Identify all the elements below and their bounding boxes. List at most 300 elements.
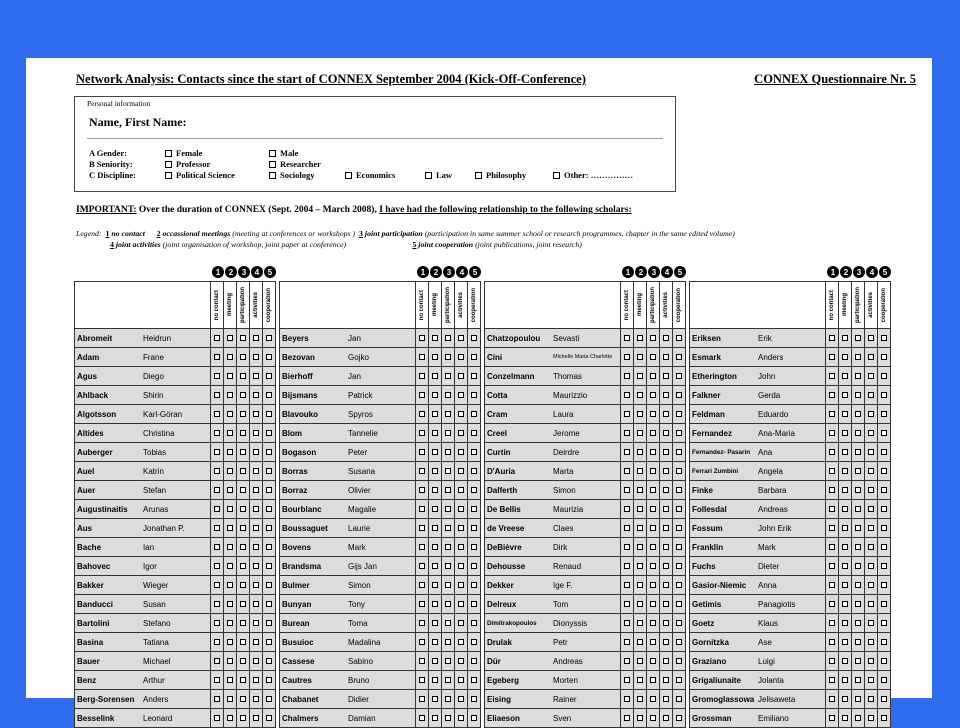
relationship-checkbox[interactable] [471,525,477,531]
relationship-checkbox[interactable] [868,392,874,398]
relationship-checkbox-cell[interactable] [647,367,660,386]
relationship-checkbox-cell[interactable] [468,595,481,614]
relationship-checkbox[interactable] [868,449,874,455]
relationship-checkbox[interactable] [419,354,425,360]
relationship-checkbox-cell[interactable] [852,500,865,519]
relationship-checkbox-cell[interactable] [429,576,442,595]
relationship-checkbox-cell[interactable] [878,709,891,728]
relationship-checkbox[interactable] [829,468,835,474]
relationship-checkbox-cell[interactable] [852,386,865,405]
relationship-checkbox-cell[interactable] [826,538,839,557]
relationship-checkbox-cell[interactable] [429,443,442,462]
relationship-checkbox-cell[interactable] [839,671,852,690]
relationship-checkbox[interactable] [253,392,259,398]
relationship-checkbox-cell[interactable] [455,348,468,367]
relationship-checkbox-cell[interactable] [621,709,634,728]
relationship-checkbox-cell[interactable] [660,329,673,348]
relationship-checkbox[interactable] [637,468,643,474]
relationship-checkbox-cell[interactable] [250,519,263,538]
relationship-checkbox-cell[interactable] [429,405,442,424]
relationship-checkbox[interactable] [637,658,643,664]
relationship-checkbox-cell[interactable] [865,367,878,386]
relationship-checkbox[interactable] [829,335,835,341]
relationship-checkbox-cell[interactable] [416,348,429,367]
relationship-checkbox[interactable] [214,677,220,683]
relationship-checkbox-cell[interactable] [442,405,455,424]
relationship-checkbox-cell[interactable] [429,329,442,348]
relationship-checkbox[interactable] [253,525,259,531]
relationship-checkbox[interactable] [266,373,272,379]
relationship-checkbox-cell[interactable] [660,386,673,405]
male-checkbox[interactable] [269,150,276,157]
relationship-checkbox-cell[interactable] [211,633,224,652]
relationship-checkbox-cell[interactable] [852,557,865,576]
relationship-checkbox[interactable] [855,639,861,645]
relationship-checkbox[interactable] [445,563,451,569]
relationship-checkbox[interactable] [663,696,669,702]
relationship-checkbox[interactable] [842,715,848,721]
relationship-checkbox[interactable] [266,677,272,683]
relationship-checkbox[interactable] [676,506,682,512]
relationship-checkbox[interactable] [471,392,477,398]
relationship-checkbox-cell[interactable] [660,481,673,500]
relationship-checkbox-cell[interactable] [634,348,647,367]
relationship-checkbox-cell[interactable] [237,443,250,462]
relationship-checkbox-cell[interactable] [211,519,224,538]
relationship-checkbox-cell[interactable] [621,538,634,557]
relationship-checkbox[interactable] [855,487,861,493]
relationship-checkbox-cell[interactable] [429,519,442,538]
relationship-checkbox-cell[interactable] [878,443,891,462]
relationship-checkbox[interactable] [227,411,233,417]
relationship-checkbox-cell[interactable] [826,671,839,690]
relationship-checkbox-cell[interactable] [839,500,852,519]
other-option[interactable]: Other: …………… [553,170,633,180]
relationship-checkbox-cell[interactable] [647,348,660,367]
relationship-checkbox-cell[interactable] [647,576,660,595]
relationship-checkbox[interactable] [253,715,259,721]
relationship-checkbox[interactable] [842,487,848,493]
relationship-checkbox[interactable] [855,354,861,360]
relationship-checkbox-cell[interactable] [660,443,673,462]
relationship-checkbox-cell[interactable] [852,462,865,481]
relationship-checkbox-cell[interactable] [839,424,852,443]
relationship-checkbox-cell[interactable] [839,348,852,367]
relationship-checkbox-cell[interactable] [647,671,660,690]
relationship-checkbox-cell[interactable] [416,462,429,481]
relationship-checkbox[interactable] [624,582,630,588]
relationship-checkbox[interactable] [829,487,835,493]
relationship-checkbox-cell[interactable] [211,386,224,405]
relationship-checkbox[interactable] [240,620,246,626]
relationship-checkbox-cell[interactable] [839,386,852,405]
relationship-checkbox[interactable] [214,411,220,417]
relationship-checkbox[interactable] [445,373,451,379]
relationship-checkbox-cell[interactable] [878,424,891,443]
relationship-checkbox-cell[interactable] [468,519,481,538]
relationship-checkbox-cell[interactable] [878,462,891,481]
relationship-checkbox-cell[interactable] [660,652,673,671]
relationship-checkbox[interactable] [240,354,246,360]
relationship-checkbox-cell[interactable] [621,557,634,576]
relationship-checkbox-cell[interactable] [839,652,852,671]
relationship-checkbox-cell[interactable] [621,443,634,462]
relationship-checkbox-cell[interactable] [634,538,647,557]
relationship-checkbox[interactable] [266,354,272,360]
relationship-checkbox[interactable] [624,677,630,683]
relationship-checkbox[interactable] [266,449,272,455]
relationship-checkbox-cell[interactable] [673,500,686,519]
relationship-checkbox[interactable] [650,373,656,379]
relationship-checkbox[interactable] [829,696,835,702]
relationship-checkbox-cell[interactable] [416,652,429,671]
relationship-checkbox[interactable] [253,468,259,474]
professor-checkbox[interactable] [165,161,172,168]
relationship-checkbox-cell[interactable] [455,405,468,424]
relationship-checkbox[interactable] [881,696,887,702]
relationship-checkbox-cell[interactable] [250,443,263,462]
relationship-checkbox[interactable] [881,487,887,493]
relationship-checkbox[interactable] [253,563,259,569]
relationship-checkbox[interactable] [471,373,477,379]
relationship-checkbox-cell[interactable] [673,348,686,367]
relationship-checkbox-cell[interactable] [878,386,891,405]
relationship-checkbox-cell[interactable] [647,481,660,500]
relationship-checkbox-cell[interactable] [237,690,250,709]
relationship-checkbox[interactable] [240,468,246,474]
female-option[interactable]: Female [165,148,202,158]
relationship-checkbox-cell[interactable] [660,595,673,614]
relationship-checkbox[interactable] [663,563,669,569]
relationship-checkbox-cell[interactable] [660,538,673,557]
relationship-checkbox-cell[interactable] [237,709,250,728]
relationship-checkbox-cell[interactable] [429,709,442,728]
relationship-checkbox[interactable] [266,601,272,607]
relationship-checkbox[interactable] [676,430,682,436]
relationship-checkbox-cell[interactable] [224,614,237,633]
relationship-checkbox-cell[interactable] [442,538,455,557]
relationship-checkbox-cell[interactable] [878,348,891,367]
relationship-checkbox[interactable] [868,335,874,341]
relationship-checkbox-cell[interactable] [455,462,468,481]
relationship-checkbox[interactable] [650,582,656,588]
relationship-checkbox[interactable] [214,639,220,645]
relationship-checkbox[interactable] [240,582,246,588]
relationship-checkbox[interactable] [855,449,861,455]
relationship-checkbox[interactable] [214,563,220,569]
relationship-checkbox[interactable] [881,620,887,626]
relationship-checkbox[interactable] [855,696,861,702]
relationship-checkbox-cell[interactable] [673,519,686,538]
relationship-checkbox[interactable] [855,563,861,569]
relationship-checkbox[interactable] [445,468,451,474]
relationship-checkbox-cell[interactable] [468,329,481,348]
relationship-checkbox-cell[interactable] [250,500,263,519]
relationship-checkbox-cell[interactable] [634,329,647,348]
relationship-checkbox[interactable] [419,449,425,455]
relationship-checkbox-cell[interactable] [826,329,839,348]
relationship-checkbox[interactable] [842,563,848,569]
relationship-checkbox-cell[interactable] [673,443,686,462]
relationship-checkbox-cell[interactable] [442,690,455,709]
relationship-checkbox[interactable] [650,601,656,607]
relationship-checkbox[interactable] [471,487,477,493]
relationship-checkbox-cell[interactable] [878,633,891,652]
relationship-checkbox-cell[interactable] [455,538,468,557]
relationship-checkbox[interactable] [432,715,438,721]
relationship-checkbox-cell[interactable] [468,424,481,443]
relationship-checkbox[interactable] [471,506,477,512]
relationship-checkbox-cell[interactable] [237,348,250,367]
relationship-checkbox-cell[interactable] [416,595,429,614]
relationship-checkbox[interactable] [855,525,861,531]
relationship-checkbox[interactable] [676,601,682,607]
relationship-checkbox-cell[interactable] [660,462,673,481]
relationship-checkbox-cell[interactable] [455,652,468,671]
relationship-checkbox[interactable] [240,449,246,455]
relationship-checkbox[interactable] [676,544,682,550]
relationship-checkbox[interactable] [624,544,630,550]
relationship-checkbox[interactable] [650,677,656,683]
relationship-checkbox[interactable] [432,373,438,379]
relationship-checkbox[interactable] [266,658,272,664]
relationship-checkbox[interactable] [471,563,477,569]
relationship-checkbox[interactable] [227,677,233,683]
relationship-checkbox-cell[interactable] [839,519,852,538]
relationship-checkbox[interactable] [624,335,630,341]
relationship-checkbox-cell[interactable] [429,614,442,633]
relationship-checkbox[interactable] [432,411,438,417]
relationship-checkbox-cell[interactable] [826,633,839,652]
relationship-checkbox[interactable] [855,373,861,379]
relationship-checkbox[interactable] [432,601,438,607]
relationship-checkbox[interactable] [419,563,425,569]
relationship-checkbox[interactable] [214,658,220,664]
relationship-checkbox[interactable] [624,354,630,360]
relationship-checkbox-cell[interactable] [250,652,263,671]
relationship-checkbox[interactable] [624,620,630,626]
relationship-checkbox-cell[interactable] [621,367,634,386]
philosophy-option[interactable]: Philosophy [475,170,526,180]
relationship-checkbox-cell[interactable] [263,709,276,728]
relationship-checkbox-cell[interactable] [250,709,263,728]
relationship-checkbox-cell[interactable] [826,481,839,500]
relationship-checkbox[interactable] [419,525,425,531]
relationship-checkbox[interactable] [868,354,874,360]
relationship-checkbox-cell[interactable] [660,500,673,519]
relationship-checkbox-cell[interactable] [673,462,686,481]
relationship-checkbox-cell[interactable] [416,329,429,348]
sociology-option[interactable]: Sociology [269,170,314,180]
relationship-checkbox-cell[interactable] [621,652,634,671]
relationship-checkbox-cell[interactable] [673,481,686,500]
relationship-checkbox-cell[interactable] [826,690,839,709]
relationship-checkbox[interactable] [842,601,848,607]
relationship-checkbox-cell[interactable] [211,671,224,690]
relationship-checkbox-cell[interactable] [211,614,224,633]
relationship-checkbox[interactable] [266,563,272,569]
philosophy-checkbox[interactable] [475,172,482,179]
relationship-checkbox-cell[interactable] [865,709,878,728]
relationship-checkbox[interactable] [650,544,656,550]
relationship-checkbox[interactable] [842,696,848,702]
relationship-checkbox-cell[interactable] [468,576,481,595]
relationship-checkbox-cell[interactable] [878,652,891,671]
relationship-checkbox-cell[interactable] [416,481,429,500]
relationship-checkbox[interactable] [881,639,887,645]
relationship-checkbox[interactable] [266,525,272,531]
relationship-checkbox[interactable] [419,677,425,683]
relationship-checkbox[interactable] [663,715,669,721]
relationship-checkbox-cell[interactable] [442,500,455,519]
relationship-checkbox-cell[interactable] [852,614,865,633]
relationship-checkbox[interactable] [868,430,874,436]
relationship-checkbox[interactable] [240,335,246,341]
relationship-checkbox[interactable] [676,696,682,702]
relationship-checkbox-cell[interactable] [416,443,429,462]
relationship-checkbox-cell[interactable] [468,652,481,671]
relationship-checkbox-cell[interactable] [224,633,237,652]
relationship-checkbox-cell[interactable] [442,595,455,614]
relationship-checkbox[interactable] [650,696,656,702]
relationship-checkbox-cell[interactable] [263,595,276,614]
relationship-checkbox[interactable] [829,392,835,398]
relationship-checkbox-cell[interactable] [429,386,442,405]
relationship-checkbox-cell[interactable] [647,709,660,728]
relationship-checkbox[interactable] [676,392,682,398]
relationship-checkbox[interactable] [458,487,464,493]
relationship-checkbox[interactable] [419,639,425,645]
relationship-checkbox[interactable] [432,430,438,436]
relationship-checkbox-cell[interactable] [468,386,481,405]
economics-option[interactable]: Economics [345,170,395,180]
relationship-checkbox[interactable] [829,525,835,531]
relationship-checkbox-cell[interactable] [621,633,634,652]
relationship-checkbox[interactable] [240,430,246,436]
relationship-checkbox-cell[interactable] [237,367,250,386]
relationship-checkbox[interactable] [676,620,682,626]
relationship-checkbox-cell[interactable] [442,633,455,652]
relationship-checkbox[interactable] [842,449,848,455]
relationship-checkbox[interactable] [266,582,272,588]
relationship-checkbox[interactable] [240,411,246,417]
relationship-checkbox[interactable] [637,620,643,626]
relationship-checkbox-cell[interactable] [865,690,878,709]
relationship-checkbox-cell[interactable] [442,576,455,595]
relationship-checkbox[interactable] [253,373,259,379]
relationship-checkbox-cell[interactable] [442,481,455,500]
relationship-checkbox[interactable] [881,506,887,512]
relationship-checkbox-cell[interactable] [455,576,468,595]
relationship-checkbox-cell[interactable] [442,557,455,576]
relationship-checkbox-cell[interactable] [263,614,276,633]
relationship-checkbox-cell[interactable] [647,443,660,462]
relationship-checkbox[interactable] [445,525,451,531]
relationship-checkbox-cell[interactable] [468,481,481,500]
relationship-checkbox[interactable] [240,563,246,569]
relationship-checkbox-cell[interactable] [263,424,276,443]
relationship-checkbox[interactable] [663,449,669,455]
relationship-checkbox-cell[interactable] [634,709,647,728]
relationship-checkbox-cell[interactable] [211,595,224,614]
relationship-checkbox[interactable] [829,582,835,588]
relationship-checkbox[interactable] [227,449,233,455]
relationship-checkbox-cell[interactable] [826,576,839,595]
relationship-checkbox[interactable] [253,335,259,341]
relationship-checkbox-cell[interactable] [224,405,237,424]
relationship-checkbox[interactable] [829,563,835,569]
relationship-checkbox-cell[interactable] [647,462,660,481]
relationship-checkbox[interactable] [458,601,464,607]
relationship-checkbox-cell[interactable] [660,633,673,652]
relationship-checkbox-cell[interactable] [673,671,686,690]
relationship-checkbox-cell[interactable] [442,709,455,728]
relationship-checkbox-cell[interactable] [211,500,224,519]
relationship-checkbox[interactable] [855,620,861,626]
relationship-checkbox-cell[interactable] [416,538,429,557]
relationship-checkbox-cell[interactable] [237,481,250,500]
relationship-checkbox[interactable] [624,487,630,493]
relationship-checkbox[interactable] [663,525,669,531]
relationship-checkbox-cell[interactable] [878,595,891,614]
relationship-checkbox[interactable] [445,677,451,683]
relationship-checkbox-cell[interactable] [468,367,481,386]
relationship-checkbox-cell[interactable] [224,652,237,671]
relationship-checkbox-cell[interactable] [673,386,686,405]
relationship-checkbox[interactable] [214,354,220,360]
relationship-checkbox-cell[interactable] [416,709,429,728]
relationship-checkbox-cell[interactable] [263,633,276,652]
relationship-checkbox[interactable] [624,506,630,512]
relationship-checkbox[interactable] [253,544,259,550]
relationship-checkbox[interactable] [842,582,848,588]
relationship-checkbox[interactable] [650,658,656,664]
relationship-checkbox-cell[interactable] [647,424,660,443]
relationship-checkbox[interactable] [650,430,656,436]
relationship-checkbox-cell[interactable] [468,671,481,690]
relationship-checkbox-cell[interactable] [634,671,647,690]
relationship-checkbox-cell[interactable] [442,348,455,367]
relationship-checkbox-cell[interactable] [660,614,673,633]
relationship-checkbox-cell[interactable] [634,424,647,443]
relationship-checkbox-cell[interactable] [826,386,839,405]
relationship-checkbox[interactable] [240,715,246,721]
relationship-checkbox-cell[interactable] [865,481,878,500]
relationship-checkbox-cell[interactable] [224,519,237,538]
relationship-checkbox-cell[interactable] [211,424,224,443]
relationship-checkbox[interactable] [266,392,272,398]
relationship-checkbox-cell[interactable] [878,481,891,500]
researcher-option[interactable]: Researcher [269,159,321,169]
relationship-checkbox-cell[interactable] [237,386,250,405]
relationship-checkbox[interactable] [214,392,220,398]
relationship-checkbox-cell[interactable] [852,595,865,614]
relationship-checkbox-cell[interactable] [647,538,660,557]
relationship-checkbox[interactable] [829,601,835,607]
relationship-checkbox[interactable] [829,658,835,664]
relationship-checkbox[interactable] [419,506,425,512]
relationship-checkbox[interactable] [432,544,438,550]
relationship-checkbox-cell[interactable] [839,481,852,500]
relationship-checkbox-cell[interactable] [839,595,852,614]
relationship-checkbox-cell[interactable] [634,405,647,424]
relationship-checkbox[interactable] [432,620,438,626]
relationship-checkbox-cell[interactable] [416,614,429,633]
relationship-checkbox[interactable] [266,544,272,550]
relationship-checkbox-cell[interactable] [634,614,647,633]
relationship-checkbox-cell[interactable] [865,538,878,557]
relationship-checkbox-cell[interactable] [839,538,852,557]
